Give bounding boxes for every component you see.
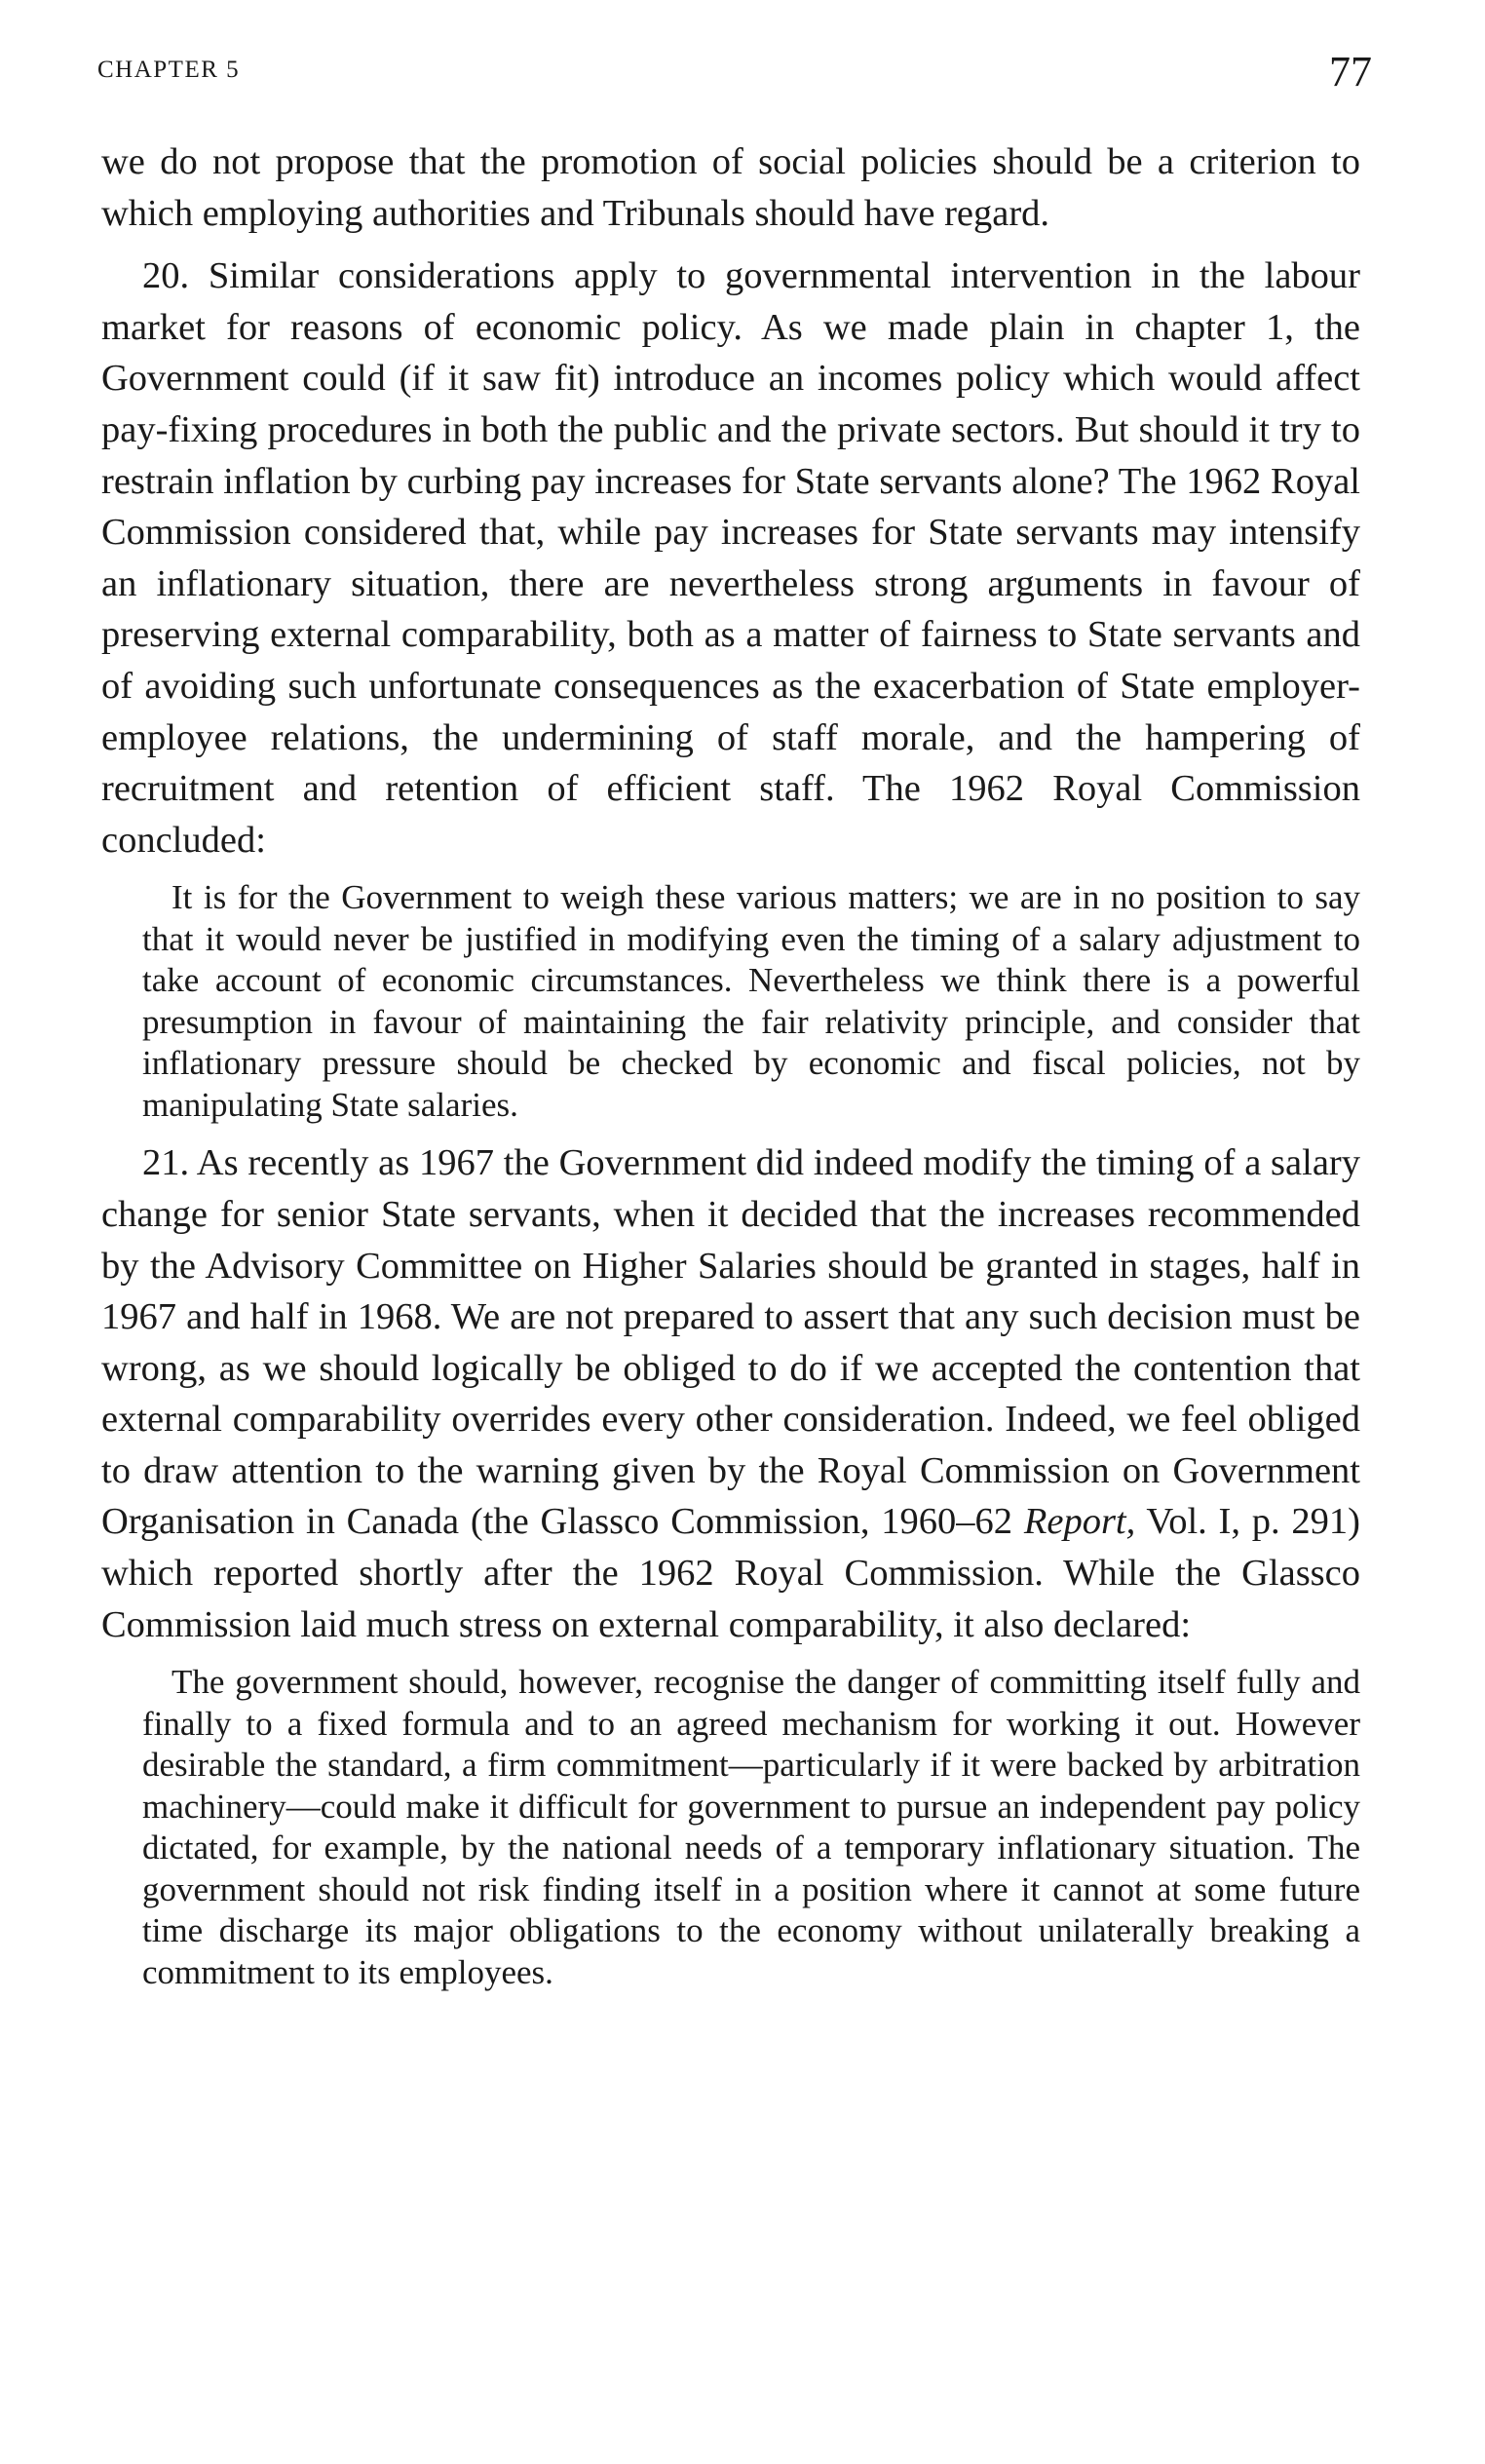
report-title-italic: Report, [1023,1501,1136,1543]
paragraph-20: 20. Similar considerations apply to governmental intervention in the labour market for reasons of economic policy. As we made plain in chapter 1, the Government could (if it saw fit) introduce an incomes policy which would affect pay-fixing procedures in both the public and the private sectors. But should it try to restrain inflation by curbing pay increases for State servants alone? The 1962 Royal Commission considered that, while pay increases for State servants may intensify an inflationary situation, there are nevertheless strong arguments in favour of preserving external comparability, both as a matter of fairness to State servants and of avoiding such unfortunate consequences as the exacerbation of State employer-employee relations, the undermining of staff morale, and the hampering of recruitment and retention of efficient staff. The 1962 Royal Commission concluded: [101,255,1360,861]
page-body [101,136,1360,1993]
paragraph-21-part-b: Vol. I, p. 291) which reported shortly after the 1962 Royal Commission. While the Glassco Commission laid much stress on external comparability, it also declared: [101,1501,1361,1645]
block-quote-glassco-commission: The government should, however, recognise the danger of committing itself fully and finally to a fixed formula and to an agreed mechanism for working it out. However desirable the standard, a firm commitment—particularly if it were backed by arbitration machinery—could make it difficult for government to pursue an independent pay policy dictated, for example, by the national needs of a temporary inflationary situation. The government should not risk finding itself in a position where it cannot at some future time discharge its major obligations to the economy without unilaterally breaking a commitment to its employees. [142,1663,1360,1991]
page-header [97,47,1372,105]
paragraph-21-part-a: 21. As recently as 1967 the Government did indeed modify the timing of a salary change for senior State servants, when it decided that the increases recommended by the Advisory Committee on Higher Salaries should be granted in stages, half in 1967 and half in 1968. We are not prepared to assert that any such decision must be wrong, as we should logically be obliged to do if we accepted the contention that external comparability overrides every other consideration. Indeed, we feel obliged to draw attention to the warning given by the Royal Commission on Government Organisation in Canada (the Glassco Commission, 1960–62 [101,1142,1360,1543]
chapter-label: CHAPTER 5 [97,57,241,83]
paragraph-21 [101,1137,1360,1650]
page-number: 77 [1329,48,1372,96]
paragraph-continued: we do not propose that the promotion of social policies should be a criterion to which employing authorities and Tribunals should have regard. [101,141,1360,234]
block-quote-royal-commission: It is for the Government to weigh these various matters; we are in no position to say that it would never be justified in modifying even the timing of a salary adjustment to take account of economic circumstances. Nevertheless we think there is a powerful presumption in favour of maintaining the fair relativity principle, and consider that inflationary pressure should be checked by economic and fiscal policies, not by manipulating State salaries. [142,878,1360,1124]
